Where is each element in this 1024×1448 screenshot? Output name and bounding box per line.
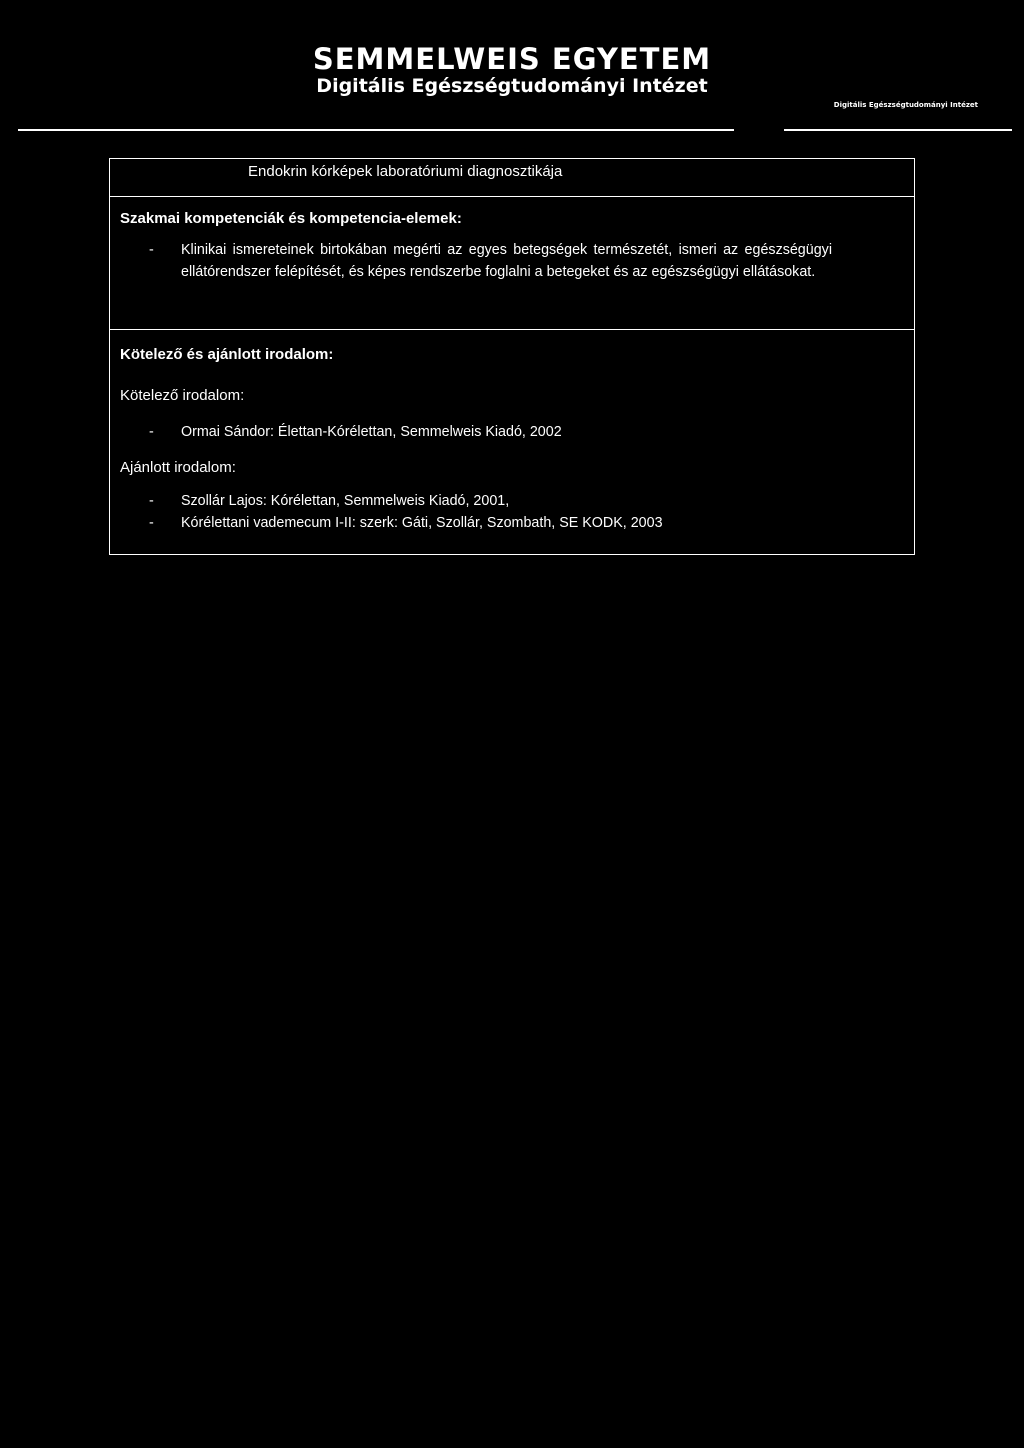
competencies-section (110, 197, 914, 330)
mandatory-literature-item: - Ormai Sándor: Élettan-Kórélettan, Semmelweis Kiadó, 2002 (120, 421, 904, 443)
institute-name: Digitális Egészségtudományi Intézet (316, 75, 708, 97)
recommended-literature-item: - Szollár Lajos: Kórélettan, Semmelweis Kiadó, 2001, (120, 490, 904, 512)
mandatory-literature-heading: Kötelező irodalom: (120, 387, 245, 404)
literature-heading: Kötelező és ajánlott irodalom: (120, 346, 334, 363)
competency-item: - Klinikai ismereteinek birtokában megérti az egyes betegségek természetét, ismeri az egészségügyi ellátórendszer felépítését, és képes rendszerbe foglalni a betegeket és az egészségügyi ellátásokat. (120, 239, 904, 283)
course-title-row (110, 159, 914, 197)
recommended-literature-heading: Ajánlott irodalom: (120, 459, 236, 476)
recommended-literature-item: - Kórélettani vademecum I-II: szerk: Gáti, Szollár, Szombath, SE KODK, 2003 (120, 512, 904, 534)
course-title: Endokrin kórképek laboratóriumi diagnosztikája (248, 163, 563, 180)
course-info-table (109, 158, 915, 555)
literature-section (110, 330, 914, 554)
competencies-list (120, 239, 904, 283)
competencies-heading: Szakmai kompetenciák és kompetencia-elemek: (120, 210, 462, 227)
page-header (0, 0, 1024, 140)
header-divider-right (784, 129, 1012, 131)
recommended-literature-list (120, 490, 904, 534)
header-divider-left (18, 129, 734, 131)
mandatory-literature-list (120, 421, 904, 443)
university-logo-title: SEMMELWEIS EGYETEM (312, 42, 712, 76)
institute-name-small: Digitális Egészségtudományi Intézet (833, 101, 978, 109)
